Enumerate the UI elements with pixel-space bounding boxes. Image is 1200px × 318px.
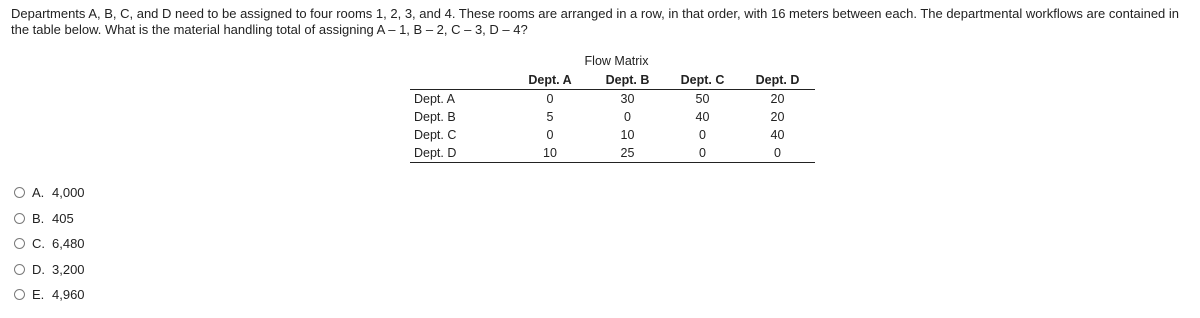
answer-option-e[interactable] (14, 282, 85, 308)
matrix-corner-cell (410, 70, 510, 90)
column-header-dept-d: Dept. D (740, 70, 815, 90)
option-letter: A. (32, 185, 45, 201)
answer-option-b[interactable] (14, 206, 85, 232)
radio-button-icon[interactable] (14, 187, 25, 198)
matrix-row-dept-a (410, 90, 815, 109)
matrix-cell: 40 (695, 110, 710, 124)
option-value: 3,200 (52, 261, 85, 277)
answer-option-d[interactable] (14, 257, 85, 283)
column-header-dept-a: Dept. A (510, 70, 590, 90)
matrix-cell: 0 (546, 92, 554, 106)
matrix-cell: 0 (699, 128, 706, 142)
radio-button-icon[interactable] (14, 264, 25, 275)
matrix-cell: 0 (624, 110, 631, 124)
matrix-cell: 0 (546, 128, 554, 142)
matrix-cell: 5 (546, 110, 554, 124)
row-header-dept-a: Dept. A (414, 92, 455, 106)
option-letter: C. (32, 236, 45, 252)
option-letter: E. (32, 287, 45, 303)
matrix-row-dept-c (410, 126, 815, 144)
option-letter: B. (32, 210, 45, 226)
radio-button-icon[interactable] (14, 213, 25, 224)
matrix-cell: 0 (665, 144, 740, 163)
row-header-dept-c: Dept. C (414, 128, 457, 142)
matrix-row-dept-d (410, 144, 815, 163)
option-value: 4,960 (52, 287, 85, 303)
matrix-cell: 40 (770, 128, 785, 142)
option-value: 4,000 (52, 185, 85, 201)
matrix-cell: 20 (770, 110, 785, 124)
answer-option-c[interactable] (14, 231, 85, 257)
matrix-cell: 10 (510, 144, 590, 163)
matrix-cell: 30 (620, 92, 635, 106)
answer-option-a[interactable] (14, 180, 85, 206)
matrix-cell: 25 (590, 144, 665, 163)
matrix-cell: 0 (740, 144, 815, 163)
matrix-header-row (410, 70, 815, 90)
question-text: Departments A, B, C, and D need to be assigned to four rooms 1, 2, 3, and 4. These rooms are arranged in a row, in that order, with 16 meters between each. The departmental workflows are contained in the table below. What is the material handling total of assigning A – 1, B – 2, C – 3, D – 4? (11, 6, 1180, 37)
answer-options (14, 180, 85, 308)
row-header-dept-d: Dept. D (410, 144, 510, 163)
matrix-cell: 50 (695, 92, 710, 106)
matrix-row-dept-b (410, 108, 815, 126)
matrix-title: Flow Matrix (584, 54, 649, 68)
column-header-dept-b: Dept. B (590, 70, 665, 90)
option-value: 405 (52, 210, 74, 226)
column-header-dept-c: Dept. C (665, 70, 740, 90)
flow-matrix-table (410, 70, 815, 163)
option-letter: D. (32, 261, 45, 277)
radio-button-icon[interactable] (14, 289, 25, 300)
matrix-cell: 10 (620, 128, 635, 142)
radio-button-icon[interactable] (14, 238, 25, 249)
matrix-cell: 20 (770, 92, 785, 106)
row-header-dept-b: Dept. B (414, 110, 456, 124)
option-value: 6,480 (52, 236, 85, 252)
